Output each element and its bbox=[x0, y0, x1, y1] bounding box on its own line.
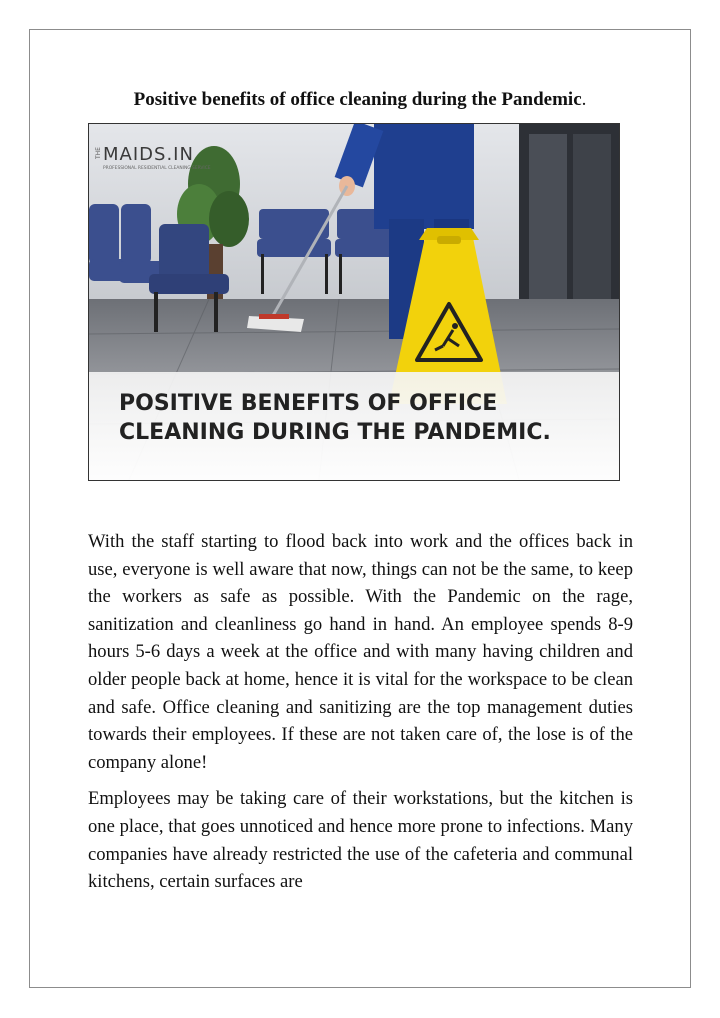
logo-the: THE bbox=[95, 147, 102, 159]
hero-caption-line1: POSITIVE BENEFITS OF OFFICE bbox=[119, 391, 498, 416]
paragraph-2: Employees may be taking care of their workstations, but the kitchen is one place, that goes unnoticed and hence more prone to infections. Many companies have already restricted the use of the cafeteria and communal kitchens, certain surfaces are bbox=[88, 788, 633, 893]
paragraph-1: With the staff starting to flood back into work and the offices back in use, everyone is well aware that now, things can not be the same, to keep the workers as safe as possible. With the Pandemic on the rage, sanitization and cleanliness go hand in hand. An employee spends 8-9 hours 5-6 days a week at the office and with many having children and older people back at home, hence it is vital for the workspace to be clean and safe. Office cleaning and sanitizing are the top management duties towards their employees. If these are not taken care of, the lose is of the company alone! bbox=[88, 531, 633, 773]
title-period: . bbox=[581, 89, 587, 110]
document-title bbox=[0, 89, 720, 111]
maids-logo bbox=[95, 144, 211, 171]
logo-word: MAIDS.IN bbox=[103, 144, 194, 165]
hero-image bbox=[88, 123, 620, 481]
title-text: Positive benefits of office cleaning during the Pandemic bbox=[133, 89, 582, 110]
body-text bbox=[88, 528, 633, 905]
hero-caption-line2: CLEANING DURING THE PANDEMIC. bbox=[119, 420, 551, 445]
logo-tagline: PROFESSIONAL RESIDENTIAL CLEANING SERVICE bbox=[103, 166, 211, 171]
